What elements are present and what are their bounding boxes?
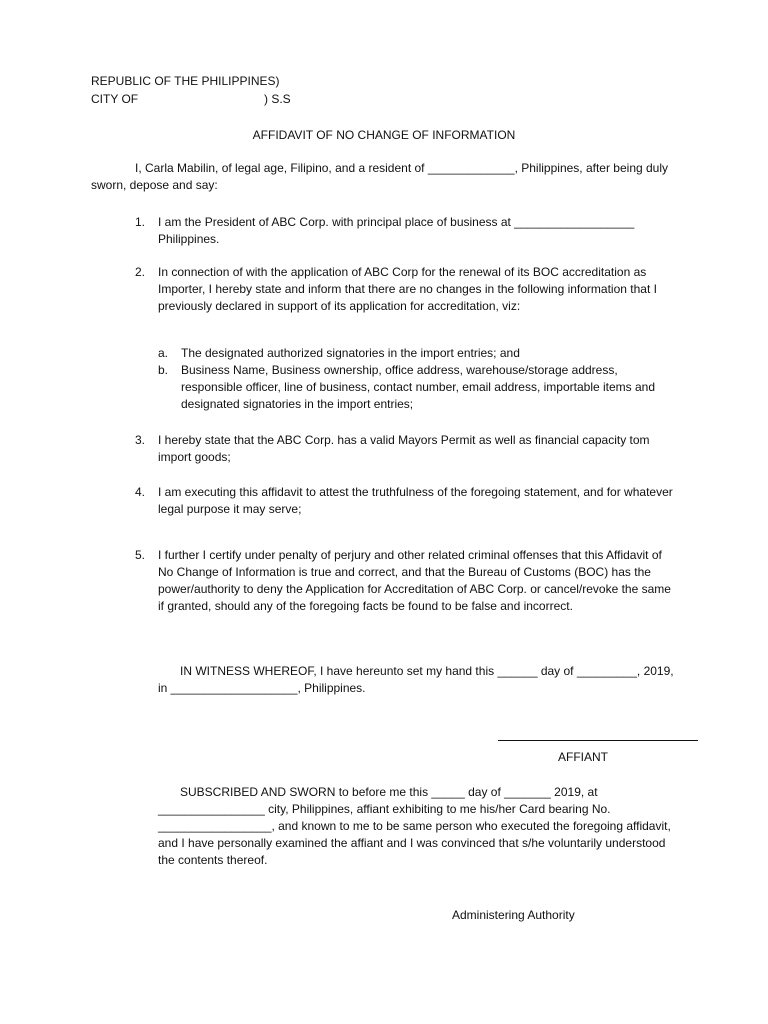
sub-item-text: Business Name, Business ownership, office address, warehouse/storage address, responsible officer, line of business, contact number, email address, importable items and designated signatories in the import entries; bbox=[181, 363, 656, 411]
city-label: CITY OF bbox=[91, 92, 139, 106]
item-number: 3. bbox=[135, 433, 146, 447]
item-text: I hereby state that the ABC Corp. has a valid Mayors Permit as well as financial capacity tom import goods; bbox=[158, 433, 650, 464]
item-number: 4. bbox=[135, 485, 146, 499]
item-number: 2. bbox=[135, 265, 146, 279]
document-title: AFFIDAVIT OF NO CHANGE OF INFORMATION bbox=[252, 128, 516, 142]
item-text: I am the President of ABC Corp. with principal place of business at __________________ Philippines. bbox=[158, 215, 635, 246]
list-item bbox=[135, 432, 675, 466]
item-text: I further I certify under penalty of perjury and other related criminal offenses that this Affidavit of No Change of Information is true and correct, and that the Bureau of Customs (BOC) has the power/authority to deny the Application for Accreditation of ABC Corp. or cancel/revoke the same if granted, should any of the foregoing facts be found to be false and incorrect. bbox=[158, 548, 671, 613]
sub-list-item bbox=[158, 362, 678, 413]
republic-header: REPUBLIC OF THE PHILIPPINES) bbox=[91, 74, 280, 88]
list-item bbox=[135, 264, 675, 315]
list-item bbox=[135, 484, 675, 518]
item-number: 1. bbox=[135, 215, 146, 229]
city-ss-label: ) S.S bbox=[264, 92, 291, 106]
sub-list-item bbox=[158, 345, 678, 362]
sub-item-text: The designated authorized signatories in the import entries; and bbox=[181, 346, 520, 360]
item-text: I am executing this affidavit to attest the truthfulness of the foregoing statement, and for whatever legal purpose it may serve; bbox=[158, 485, 673, 516]
intro-paragraph: I, Carla Mabilin, of legal age, Filipino, and a resident of _____________, Philippines, after being duly sworn, depose and say: bbox=[91, 161, 669, 192]
witness-paragraph: IN WITNESS WHEREOF, I have hereunto set my hand this ______ day of _________, 2019, in ___________________, Philippines. bbox=[158, 664, 674, 695]
item-number: 5. bbox=[135, 548, 146, 562]
sub-item-letter: b. bbox=[158, 363, 169, 377]
affiant-label: AFFIANT bbox=[558, 750, 608, 764]
sub-item-letter: a. bbox=[158, 346, 169, 360]
list-item bbox=[135, 214, 675, 248]
administering-authority-label: Administering Authority bbox=[452, 908, 575, 922]
jurat-paragraph: SUBSCRIBED AND SWORN to before me this _____ day of _______ 2019, at ________________ city, Philippines, affiant exhibiting to me his/her Card bearing No. _________________, and known to me to be same person who executed the foregoing affidavit, and I have personally examined the affiant and I was convinced that s/he voluntarily understood the contents thereof. bbox=[158, 785, 671, 867]
item-text: In connection of with the application of ABC Corp for the renewal of its BOC accreditation as Importer, I hereby state and inform that there are no changes in the following information that I previously declared in support of its application for accreditation, viz: bbox=[158, 265, 657, 313]
list-item bbox=[135, 547, 675, 615]
signature-line bbox=[498, 740, 698, 741]
